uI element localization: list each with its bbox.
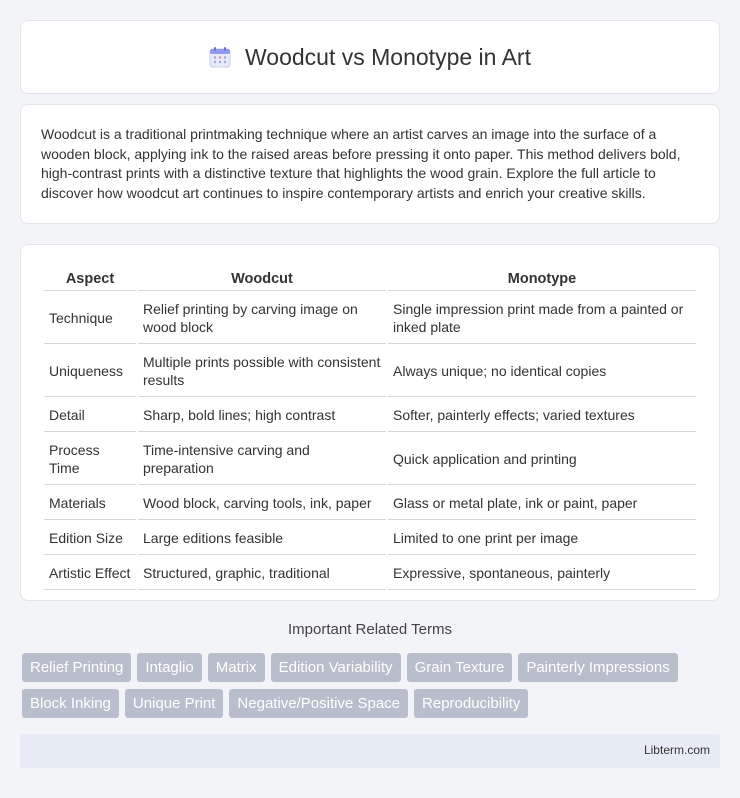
cell-aspect: Technique (44, 293, 136, 344)
calendar-icon (209, 46, 231, 68)
intro-text: Woodcut is a traditional printmaking technique where an artist carves an image into the surface of a wooden block, applying ink to the raised areas before pressing it onto paper. This method delivers bold, high-contrast prints with a distinctive texture that highlights the wood grain. Explore the full article to discover how woodcut art continues to inspire contemporary artists and enrich your creative skills. (41, 126, 681, 201)
table-row (44, 522, 696, 555)
tag-painterly-impressions[interactable]: Painterly Impressions (518, 653, 677, 682)
table-row (44, 346, 696, 397)
table-row (44, 557, 696, 590)
cell-aspect: Detail (44, 399, 136, 432)
intro-card (20, 104, 720, 224)
cell-aspect: Edition Size (44, 522, 136, 555)
table-row (44, 293, 696, 344)
header-woodcut: Woodcut (138, 267, 386, 291)
tag-matrix[interactable]: Matrix (208, 653, 265, 682)
table-row (44, 399, 696, 432)
header-card (20, 20, 720, 94)
related-terms-title: Important Related Terms (288, 621, 452, 638)
cell-aspect: Uniqueness (44, 346, 136, 397)
header-monotype: Monotype (388, 267, 696, 291)
footer-site-link[interactable]: Libterm.com (643, 743, 710, 757)
tag-block-inking[interactable]: Block Inking (22, 689, 119, 718)
cell-monotype: Softer, painterly effects; varied textures (388, 399, 696, 432)
cell-woodcut: Large editions feasible (138, 522, 386, 555)
cell-monotype: Limited to one print per image (388, 522, 696, 555)
comparison-table-card (20, 244, 720, 601)
footer (20, 734, 720, 768)
cell-aspect: Materials (44, 487, 136, 520)
cell-aspect: Artistic Effect (44, 557, 136, 590)
tag-edition-variability[interactable]: Edition Variability (271, 653, 401, 682)
comparison-table (42, 265, 698, 592)
header-aspect: Aspect (44, 267, 136, 291)
cell-woodcut: Sharp, bold lines; high contrast (138, 399, 386, 432)
related-terms-list (22, 653, 722, 718)
cell-monotype: Always unique; no identical copies (388, 346, 696, 397)
cell-monotype: Glass or metal plate, ink or paint, paper (388, 487, 696, 520)
table-row (44, 434, 696, 485)
cell-aspect: Process Time (44, 434, 136, 485)
cell-monotype: Expressive, spontaneous, painterly (388, 557, 696, 590)
tag-reproducibility[interactable]: Reproducibility (414, 689, 528, 718)
cell-monotype: Quick application and printing (388, 434, 696, 485)
tag-unique-print[interactable]: Unique Print (125, 689, 224, 718)
cell-woodcut: Relief printing by carving image on wood block (138, 293, 386, 344)
cell-woodcut: Time-intensive carving and preparation (138, 434, 386, 485)
cell-woodcut: Multiple prints possible with consistent results (138, 346, 386, 397)
tag-negative-positive-space[interactable]: Negative/Positive Space (229, 689, 408, 718)
tag-grain-texture[interactable]: Grain Texture (407, 653, 513, 682)
table-header-row (44, 267, 696, 291)
tag-relief-printing[interactable]: Relief Printing (22, 653, 131, 682)
table-row (44, 487, 696, 520)
page-title: Woodcut vs Monotype in Art (245, 43, 531, 70)
tag-intaglio[interactable]: Intaglio (137, 653, 201, 682)
cell-woodcut: Structured, graphic, traditional (138, 557, 386, 590)
cell-monotype: Single impression print made from a painted or inked plate (388, 293, 696, 344)
cell-woodcut: Wood block, carving tools, ink, paper (138, 487, 386, 520)
